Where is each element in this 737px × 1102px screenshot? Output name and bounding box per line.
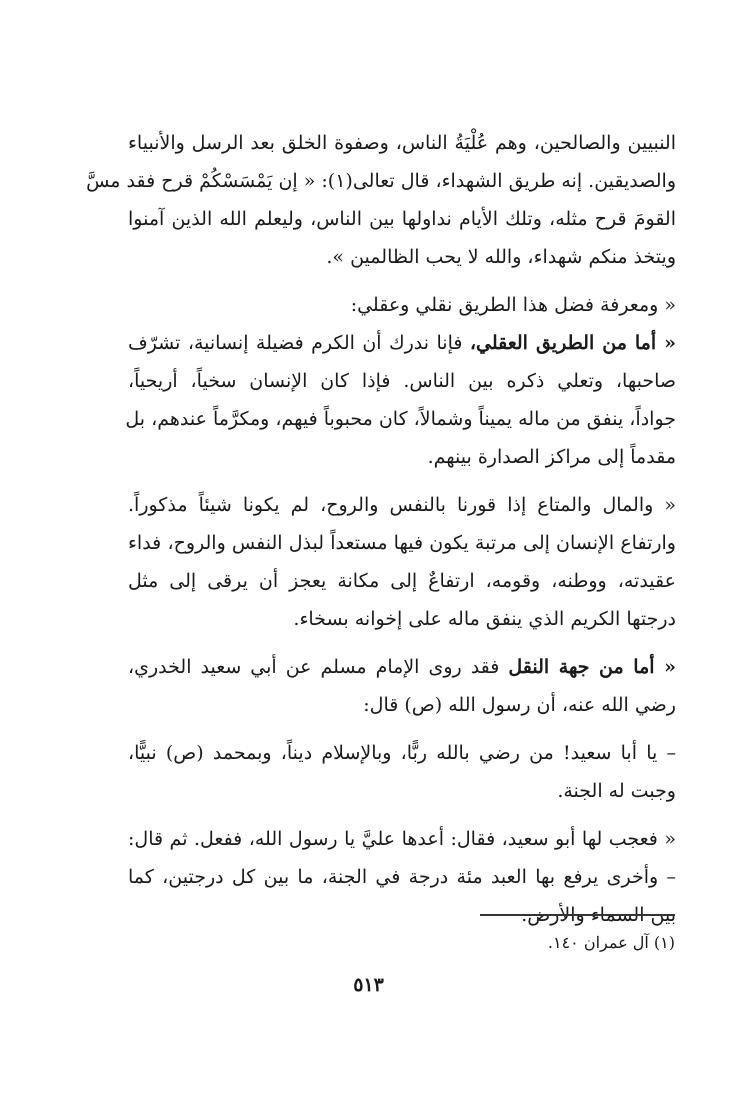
paragraph-4 [128, 486, 676, 638]
text-line: وارتفاع الإنسان إلى مرتبة يكون فيها مستعداً لبذل النفس والروح، فداء [128, 532, 676, 554]
bold-lead: « أما من جهة النقل [508, 656, 676, 678]
text-line: النبيين والصالحين، وهم عُلْيَةُ الناس، وصفوة الخلق بعد الرسل والأنبياء [128, 132, 676, 154]
paragraph-1 [86, 124, 676, 276]
page-body [86, 124, 676, 934]
text-line-with-lead [128, 324, 676, 362]
text-line: – يا أبا سعيد! من رضي بالله ربًّا، وبالإسلام ديناً، وبمحمد (ص) نبيًّا، [128, 742, 676, 764]
text-line: رضي الله عنه، أن رسول الله (ص) قال: [363, 694, 676, 716]
text-line: « ومعرفة فضل هذا الطريق نقلي وعقلي: [350, 294, 676, 316]
text-line: ويتخذ منكم شهداء، والله لا يحب الظالمين ». [326, 246, 676, 268]
text-line: درجتها الكريم الذي ينفق ماله على إخوانه بسخاء. [293, 608, 676, 630]
page-number: ٥١٣ [353, 974, 384, 996]
text-line: صاحبها، وتعلي ذكره بين الناس. فإذا كان الإنسان سخياً، أريحياً، [128, 370, 676, 392]
paragraph-3 [125, 324, 676, 476]
text-line: وجبت له الجنة. [557, 780, 676, 802]
text-line: بين السماء والأرض. [521, 904, 676, 926]
text-line: « والمال والمتاع إذا قورنا بالنفس والروح، لم يكونا شيئاً مذكوراً. [128, 494, 676, 516]
paragraph-6 [128, 734, 676, 810]
paragraph-5 [128, 648, 676, 724]
footnote-divider [480, 914, 675, 916]
text-fragment: فإنا ندرك أن الكرم فضيلة إنسانية، تشرّف [128, 332, 470, 354]
text-line: – وأخرى يرفع بها العبد مئة درجة في الجنة، ما بين كل درجتين، كما [128, 866, 676, 888]
text-line: مقدماً إلى مراكز الصدارة بينهم. [427, 446, 676, 468]
text-line: عقيدته، ووطنه، وقومه، ارتفاعٌ إلى مكانة يعجز أن يرقى إلى مثل [128, 570, 676, 592]
text-line-with-lead [128, 648, 676, 686]
text-fragment: فقد روى الإمام مسلم عن أبي سعيد الخدري، [128, 656, 509, 678]
paragraph-7 [128, 820, 676, 934]
paragraph-2 [128, 286, 676, 324]
text-line: جواداً، ينفق من ماله يميناً وشمالاً، كان محبوباً فيهم، ومكرَّماً عندهم، بل [125, 408, 676, 430]
text-line: القومَ قرح مثله، وتلك الأيام نداولها بين الناس، وليعلم الله الذين آمنوا [128, 208, 676, 230]
footnote: (١) آل عمران ١٤٠. [547, 933, 675, 952]
text-line: « فعجب لها أبو سعيد، فقال: أعدها عليَّ يا رسول الله، ففعل. ثم قال: [128, 828, 676, 850]
text-line: والصديقين. إنه طريق الشهداء، قال تعالى(١): « إن يَمْسَسْكُمْ قرح فقد مسَّ [86, 170, 676, 192]
bold-lead: « أما من الطريق العقلي، [469, 332, 676, 354]
